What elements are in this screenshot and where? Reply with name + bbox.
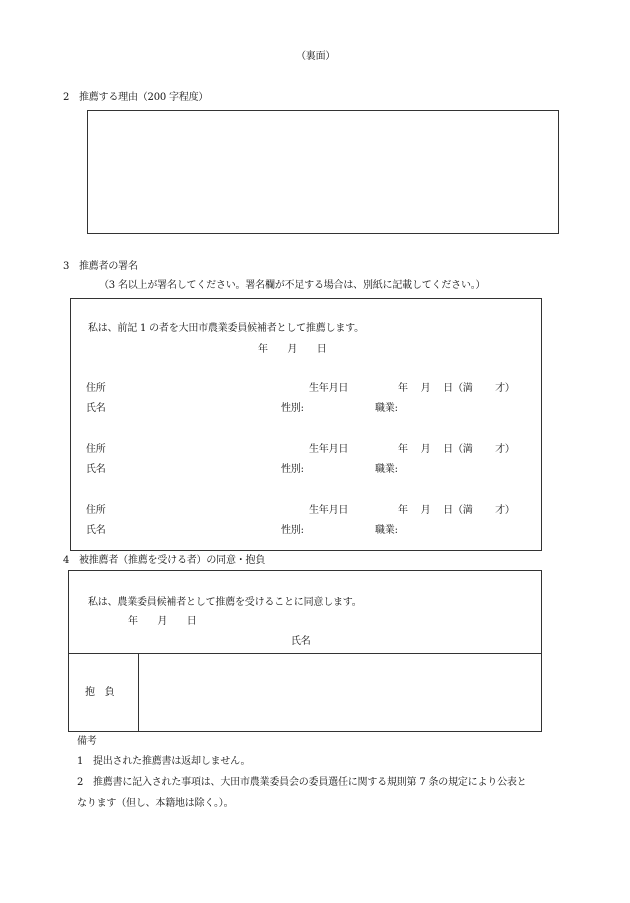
consent-date[interactable]: 年 月 日: [128, 616, 197, 627]
signer-address-label: 住所: [86, 383, 106, 394]
section3-note: （3 名以上が署名してください。署名欄が不足する場合は、別紙に記載してください。）: [99, 280, 486, 291]
remarks-title: 備考: [77, 736, 97, 747]
consent-name-label: 氏名: [291, 636, 311, 647]
signer-birth-label: 生年月日: [309, 383, 349, 394]
signer-name-label: 氏名: [86, 403, 106, 414]
section4-title: 4 被推薦者（推薦を受ける者）の同意・抱負: [63, 555, 266, 566]
signer-sex-label: 性別:: [281, 525, 304, 536]
signer-birth-label: 生年月日: [309, 444, 349, 455]
signer-address-label: 住所: [86, 505, 106, 516]
signer-birth-fields[interactable]: 年 月 日（満 才）: [398, 444, 515, 455]
reason-textbox[interactable]: [87, 110, 559, 234]
page-header: （裏面）: [296, 51, 336, 62]
ambition-divider: [138, 653, 139, 732]
signer-birth-label: 生年月日: [309, 505, 349, 516]
consent-statement: 私は、農業委員候補者として推薦を受けることに同意します。: [88, 597, 362, 608]
signer-sex-label: 性別:: [281, 464, 304, 475]
signer-job-label: 職業:: [375, 464, 398, 475]
signer-birth-fields[interactable]: 年 月 日（満 才）: [398, 505, 515, 516]
signer-name-label: 氏名: [86, 464, 106, 475]
signer-job-label: 職業:: [375, 525, 398, 536]
signer-birth-fields[interactable]: 年 月 日（満 才）: [398, 383, 515, 394]
signer-sex-label: 性別:: [281, 403, 304, 414]
section2-title: 2 推薦する理由（200 字程度）: [63, 92, 209, 103]
ambition-textbox[interactable]: [140, 655, 540, 730]
signer-job-label: 職業:: [375, 403, 398, 414]
remarks-item-2-cont: なります（但し、本籍地は除く。）。: [77, 798, 234, 809]
signature-date[interactable]: 年 月 日: [258, 344, 327, 355]
remarks-item-1: 1 提出された推薦書は返却しません。: [77, 756, 251, 767]
remarks-item-2: 2 推薦書に記入された事項は、大田市農業委員会の委員選任に関する規則第 7 条の規定により公表と: [77, 777, 527, 788]
consent-divider: [68, 653, 542, 654]
signer-name-label: 氏名: [86, 525, 106, 536]
ambition-label: 抱 負: [85, 687, 115, 698]
signer-address-label: 住所: [86, 444, 106, 455]
section3-title: 3 推薦者の署名: [63, 261, 138, 272]
signature-declaration: 私は、前記 1 の者を大田市農業委員候補者として推薦します。: [88, 323, 364, 334]
